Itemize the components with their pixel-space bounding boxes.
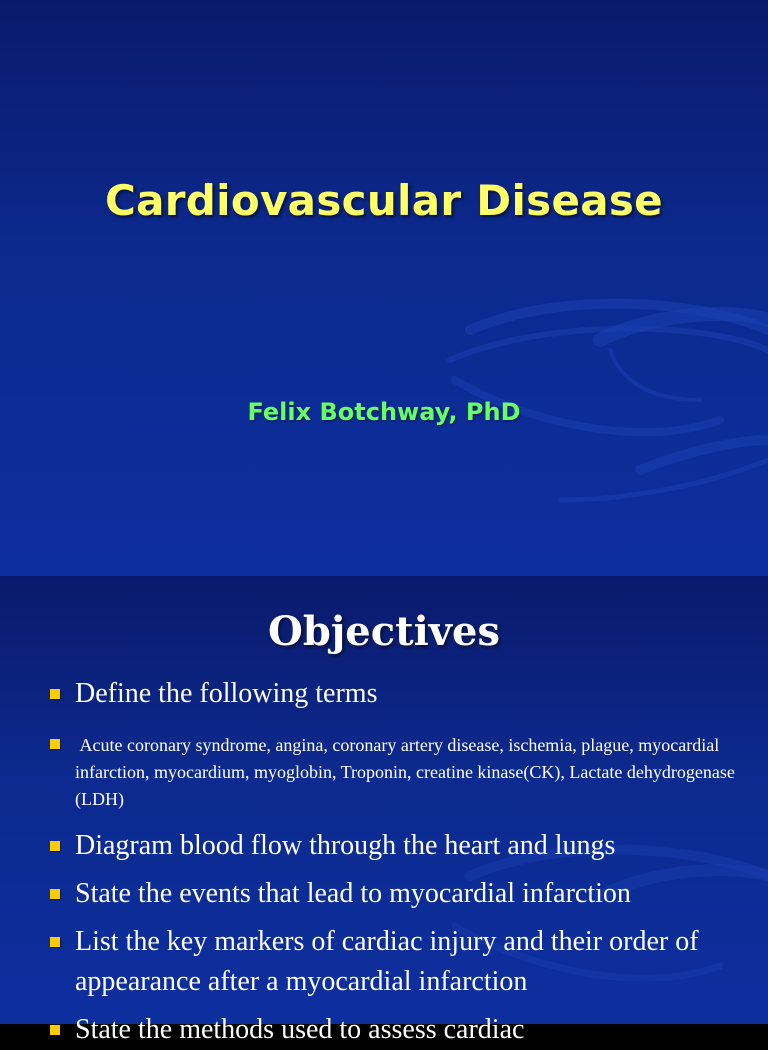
square-bullet-icon [50,889,60,899]
presentation-title: Cardiovascular Disease [105,176,663,225]
list-item [46,732,746,813]
list-item [46,826,746,866]
list-item [46,674,746,714]
list-item-text: List the key markers of cardiac injury and their order of appearance after a myocardial infarction [75,926,699,997]
square-bullet-icon [50,937,60,947]
square-bullet-icon [50,1025,60,1035]
list-item [46,922,746,1002]
list-item [46,1010,746,1050]
square-bullet-icon [50,739,60,749]
list-item-text: Define the following terms [75,678,378,709]
objectives-list [46,674,746,1050]
list-item [46,874,746,914]
slide-title: Objectives [268,608,500,655]
list-item-text: State the methods used to assess cardiac [75,1014,525,1045]
list-item-text: Acute coronary syndrome, angina, coronary artery disease, ischemia, plague, myocardial infarction, myocardium, myoglobin, Troponin, creatine kinase(CK), Lactate dehydrogenase (LDH) [75,735,740,809]
square-bullet-icon [50,689,60,699]
list-item-text: State the events that lead to myocardial infarction [75,878,631,909]
list-item-text: Diagram blood flow through the heart and lungs [75,830,616,861]
presentation-author: Felix Botchway, PhD [247,398,521,426]
square-bullet-icon [50,841,60,851]
objectives-slide [0,576,768,1045]
